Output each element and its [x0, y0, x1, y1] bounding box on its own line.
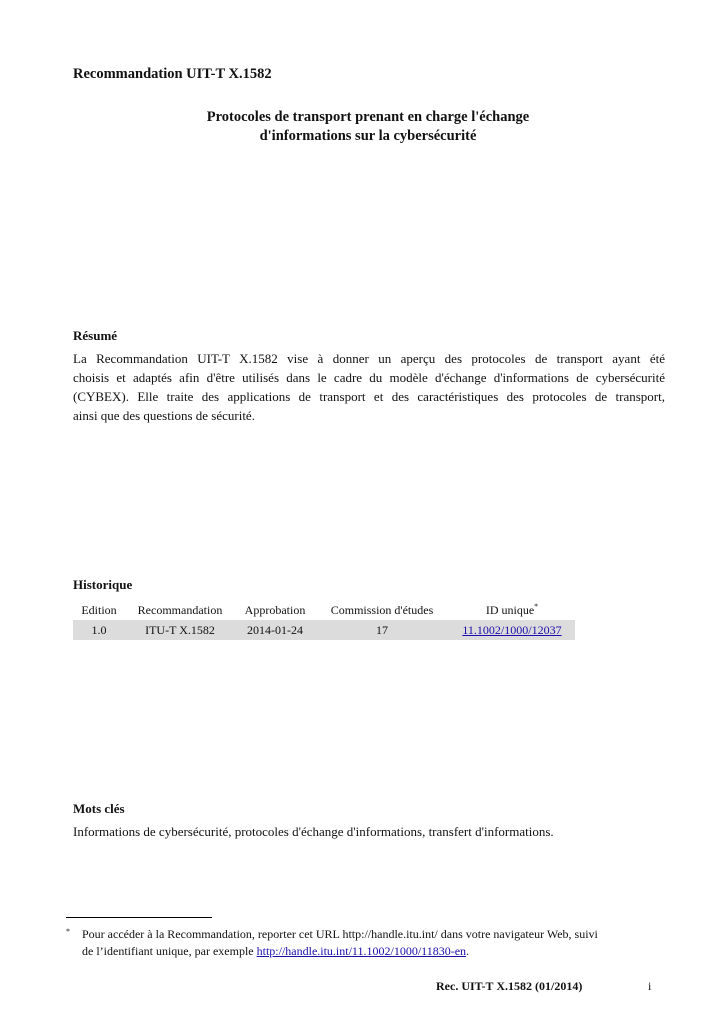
page-title-line-2: d'informations sur la cybersécurité [259, 128, 477, 144]
summary-line: choisis et adaptés afin d'être utilisés dans le cadre du modèle d'échange d'informations de cybersécurité [73, 370, 665, 385]
column-header-approval: Approbation [244, 603, 306, 617]
page-title-line-1: Protocoles de transport prenant en charge l'échange [206, 109, 530, 125]
footnote-divider [66, 917, 212, 918]
edition-cell: 1.0 [73, 620, 125, 640]
page-title [150, 108, 586, 146]
history-heading: Historique [73, 577, 133, 592]
footnote-mark: * [66, 927, 70, 936]
column-header-edition: Edition [81, 603, 117, 617]
summary-line: (CYBEX). Elle traite des applications de transport et des caractéristiques des protocoles de transport, [73, 389, 665, 404]
unique-id-link[interactable]: 11.1002/1000/12037 [462, 622, 562, 637]
footnote-line-2-suffix: . [466, 944, 470, 958]
summary-heading: Résumé [73, 328, 118, 343]
column-header-recommendation: Recommandation [137, 603, 223, 617]
history-table [73, 601, 575, 640]
page-number: i [648, 979, 652, 993]
summary-text [73, 349, 665, 425]
history-header-row [73, 601, 575, 620]
footnote-marker: * [534, 602, 539, 611]
footnote-line-2 [66, 943, 666, 960]
summary-line: La Recommandation UIT-T X.1582 vise à donner un aperçu des protocoles de transport ayant été [73, 351, 665, 366]
table-row [73, 620, 575, 640]
study-group-cell: 17 [315, 620, 449, 640]
column-header-study-group: Commission d'études [330, 603, 434, 617]
example-handle-link[interactable]: http://handle.itu.int/11.1002/1000/11830-en [256, 944, 467, 958]
keywords-heading: Mots clés [73, 801, 125, 816]
footnote-line-1: Pour accéder à la Recommandation, reporter cet URL http://handle.itu.int/ dans votre navigateur Web, suivi [82, 927, 598, 941]
column-header-unique-id [449, 601, 575, 620]
unique-id-cell [449, 620, 575, 640]
keywords-text: Informations de cybersécurité, protocoles d'échange d'informations, transfert d'informations. [73, 824, 554, 839]
summary-line: ainsi que des questions de sécurité. [73, 408, 255, 423]
approval-cell: 2014-01-24 [235, 620, 315, 640]
unique-id-label: ID unique [485, 603, 535, 617]
footnote-line-2-prefix: de l’identifiant unique, par exemple [82, 944, 257, 958]
footer-reference: Rec. UIT-T X.1582 (01/2014) [436, 979, 583, 993]
recommendation-label: Recommandation UIT-T X.1582 [73, 66, 272, 82]
recommendation-cell: ITU-T X.1582 [125, 620, 235, 640]
footnote [66, 926, 666, 960]
